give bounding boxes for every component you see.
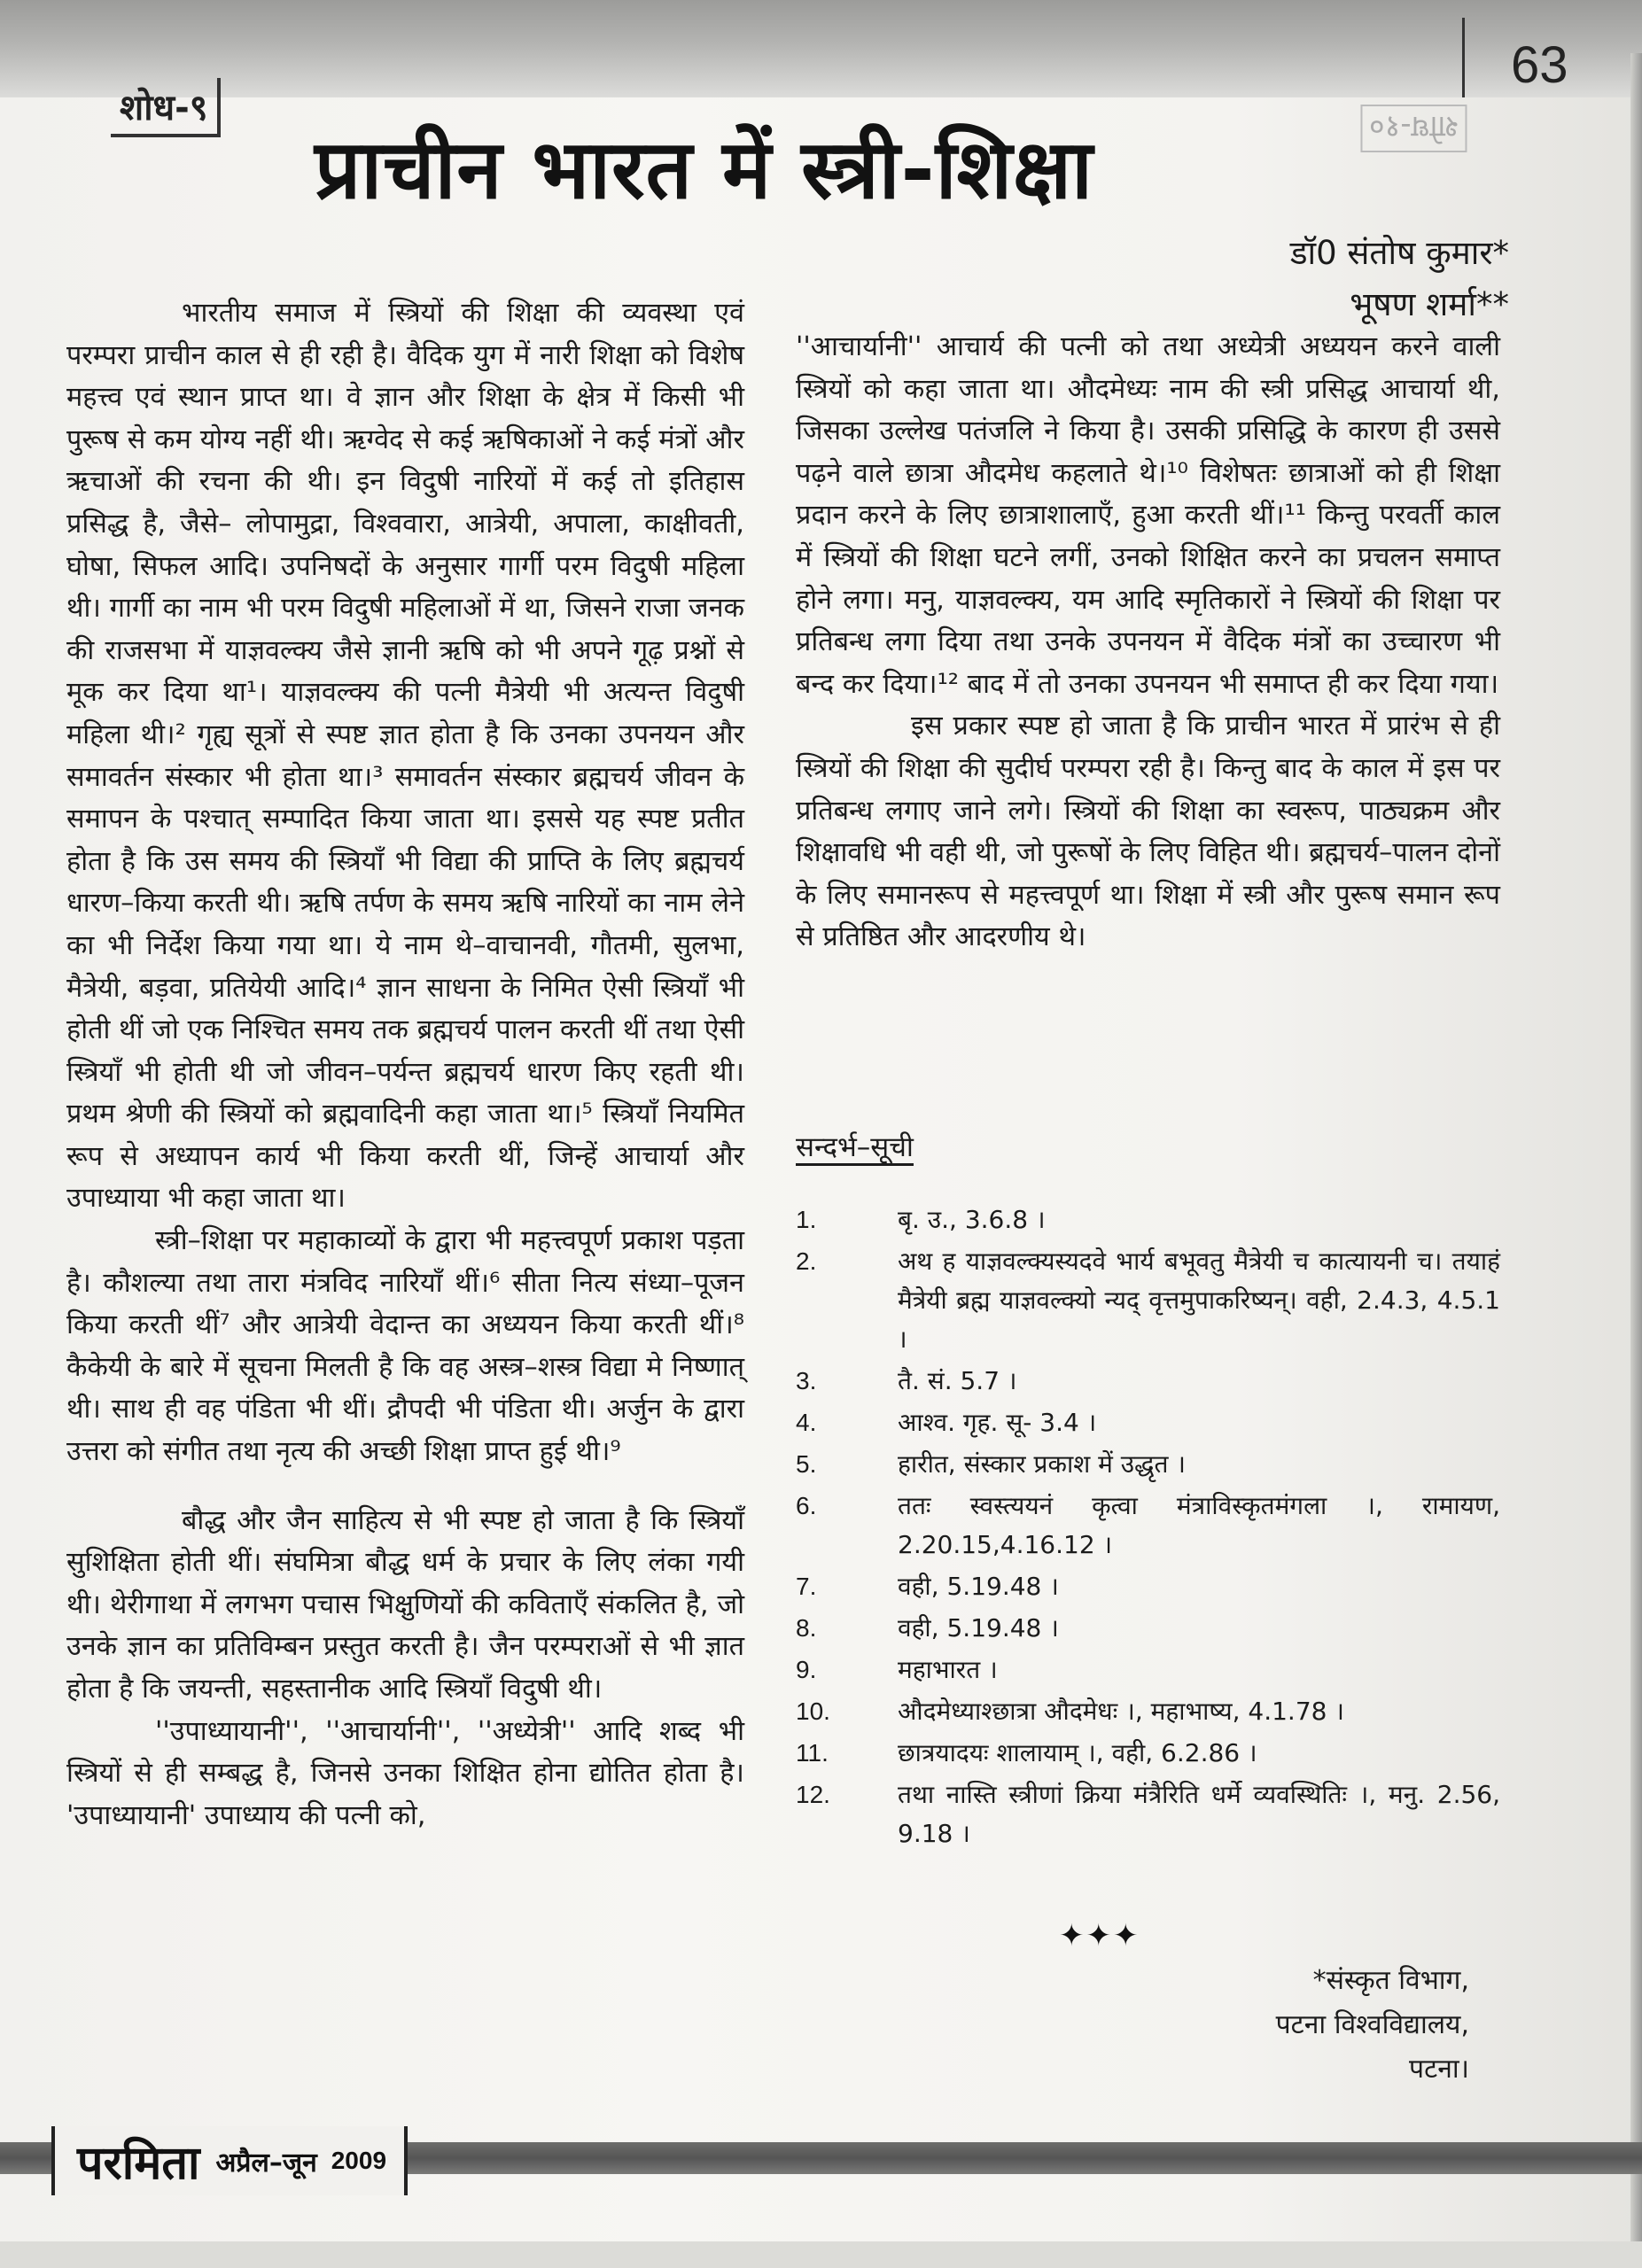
reference-item [796, 1445, 1500, 1484]
reference-item [796, 1567, 1500, 1606]
page-number: 63 [1511, 36, 1568, 94]
top-band [0, 0, 1642, 97]
reference-number: 3. [796, 1367, 817, 1394]
reference-number: 5. [796, 1450, 817, 1478]
paragraph: इस प्रकार स्पष्ट हो जाता है कि प्राचीन भारत में प्रारंभ से ही स्त्रियों की शिक्षा की सुदीर्घ परम्परा रही है। किन्तु बाद के काल में इस पर प्रतिबन्ध लगाए जाने लगे। स्त्रियों की शिक्षा का स्वरूप, पाठ्यक्रम और शिक्षावधि भी वही थी, जो पुरूषों के लिए विहित थी। ब्रह्मचर्य–पालन दोनों के लिए समानरूप से महत्त्वपूर्ण था। शिक्षा में स्त्री और पुरूष समान रूप से प्रतिष्ठित और आदरणीय थे। [796, 711, 1500, 953]
reference-text: बृ. उ., 3.6.8 । [898, 1205, 1046, 1234]
reference-text: आश्व. गृह. सू- 3.4 । [898, 1408, 1097, 1437]
issue-months: अप्रैल–जून [215, 2147, 317, 2179]
paragraph: ''उपाध्यायानी'', ''आचार्यानी'', ''अध्येत्री'' आदि शब्द भी स्त्रियों से ही सम्बद्ध है, जिनसे उनका शिक्षित होना द्योतित होता है। 'उपाध्यायानी' उपाध्याय की पत्नी को, [66, 1715, 744, 1831]
reference-item [796, 1487, 1500, 1565]
section-tag: शोध-९ [111, 78, 221, 137]
references-heading: सन्दर्भ–सूची [796, 1131, 914, 1163]
right-column [796, 326, 1500, 959]
reference-text: वही, 5.19.48 । [898, 1572, 1059, 1601]
issue-year: 2009 [331, 2147, 387, 2174]
reference-number: 10. [796, 1697, 830, 1725]
author-primary: डॉ0 संतोष कुमार* [1289, 234, 1509, 272]
reference-item [796, 1242, 1500, 1359]
reference-text: तै. सं. 5.7 । [898, 1366, 1017, 1395]
reference-item [796, 1734, 1500, 1773]
reference-text: महाभारत । [898, 1655, 998, 1684]
reference-text: औदमेध्याश्छात्रा औदमेधः ।, महाभाष्य, 4.1.78 । [898, 1697, 1344, 1726]
reference-number: 11. [796, 1739, 829, 1767]
reference-text: अथ ह याज्ञवल्क्यस्यदवे भार्य बभूवतु मैत्रेयी च कात्यायनी च। तयाहं मैत्रेयी ब्रह्म याज्ञवल्क्यो न्यद् वृत्तमुपाकरिष्यन्। वही, 2.4.3, 4.5.1 । [898, 1247, 1500, 1354]
reference-item [796, 1692, 1500, 1731]
references-list [796, 1200, 1500, 1856]
reference-number: 9. [796, 1656, 817, 1683]
end-mark-icon: ✦✦✦ [1059, 1918, 1140, 1953]
reference-item [796, 1403, 1500, 1442]
page-edge [1630, 53, 1642, 2241]
magazine-name: परमिता [77, 2136, 200, 2190]
paragraph: भारतीय समाज में स्त्रियों की शिक्षा की व्यवस्था एवं परम्परा प्राचीन काल से ही रही है। वैदिक युग में नारी शिक्षा को विशेष महत्त्व एवं स्थान प्राप्त था। वे ज्ञान और शिक्षा के क्षेत्र में किसी भी पुरूष से कम योग्य नहीं थी। ऋग्वेद से कई ऋषिकाओं ने कई मंत्रों और ऋचाओं की रचना की थी। इन विदुषी नारियों में कई तो इतिहास प्रसिद्ध है, जैसे– लोपामुद्रा, विश्ववारा, आत्रेयी, अपाला, काक्षीवती, घोषा, सिफल आदि। उपनिषदों के अनुसार गार्गी परम विदुषी महिला थी। गार्गी का नाम भी परम विदुषी महिलाओं में था, जिसने राजा जनक की राजसभा में याज्ञवल्क्य जैसे ज्ञानी ऋषि को भी अपने गूढ़ प्रश्नों से मूक कर दिया था¹। याज्ञवल्क्य की पत्नी मैत्रेयी भी अत्यन्त विदुषी महिला थी।² गृह्य सूत्रों से स्पष्ट ज्ञात होता है कि उनका उपनयन और समावर्तन संस्कार भी होता था।³ समावर्तन संस्कार ब्रह्मचर्य जीवन के समापन के पश्चात् सम्पादित किया जाता था। इससे यह स्पष्ट प्रतीत होता है कि उस समय की स्त्रियाँ भी विद्या की प्राप्ति के लिए ब्रह्मचर्य धारण–किया करती थी। ऋषि तर्पण के समय ऋषि नारियों का नाम लेने का भी निर्देश किया गया था। ये नाम थे–वाचानवी, गौतमी, सुलभा, मैत्रेयी, बड़वा, प्रतियेयी आदि।⁴ ज्ञान साधना के निमित ऐसी स्त्रियाँ भी होती थीं जो एक निश्चित समय तक ब्रह्मचर्य पालन करती थीं तथा ऐसी स्त्रियाँ भी होती थी जो जीवन–पर्यन्त ब्रह्मचर्य धारण किए रहती थी। प्रथम श्रेणी की स्त्रियों को ब्रह्मवादिनी कहा जाता था।⁵ स्त्रियाँ नियमित रूप से अध्यापन कार्य भी किया करती थीं, जिन्हें आचार्या और उपाध्याया भी कहा जाता था। [66, 298, 744, 1215]
affiliation-line: पटना विश्वविद्यालय, [1275, 2009, 1469, 2040]
reference-number: 6. [796, 1492, 817, 1519]
affiliation-line: *संस्कृत विभाग, [1312, 1965, 1469, 1996]
author-secondary: भूषण शर्मा** [1350, 285, 1509, 323]
reference-item [796, 1200, 1500, 1239]
bleed-through-tag: शोध-१० [1360, 105, 1467, 152]
left-column [66, 292, 744, 1837]
footer-label [51, 2126, 408, 2195]
reference-number: 12. [796, 1781, 830, 1808]
reference-item [796, 1609, 1500, 1648]
reference-text: वही, 5.19.48 । [898, 1613, 1059, 1643]
reference-item [796, 1775, 1500, 1853]
reference-number: 2. [796, 1247, 817, 1275]
paragraph: स्त्री–शिक्षा पर महाकाव्यों के द्वारा भी महत्त्वपूर्ण प्रकाश पड़ता है। कौशल्या तथा तारा मंत्रविद नारियाँ थीं।⁶ सीता नित्य संध्या–पूजन किया करती थीं⁷ और आत्रेयी वेदान्त का अध्ययन किया करती थीं।⁸ कैकेयी के बारे में सूचना मिलती है कि वह अस्त्र–शस्त्र विद्या मे निष्णात् थी। साथ ही वह पंडिता भी थीं। द्रौपदी भी पंडिता थी। अर्जुन के द्वारा उत्तरा को संगीत तथा नृत्य की अच्छी शिक्षा प्राप्त हुई थी।⁹ [66, 1225, 745, 1468]
reference-text: छात्रयादयः शालायाम् ।, वही, 6.2.86 । [898, 1738, 1257, 1767]
affiliation-line: पटना। [1409, 2054, 1469, 2085]
reference-item [796, 1362, 1500, 1401]
reference-item [796, 1651, 1500, 1689]
reference-number: 7. [796, 1573, 817, 1600]
article-title: प्राचीन भारत में स्त्री-शिक्षा [315, 122, 1093, 217]
reference-number: 4. [796, 1409, 817, 1436]
paragraph: ''आचार्यानी'' आचार्य की पत्नी को तथा अध्येत्री अध्ययन करने वाली स्त्रियों को कहा जाता था। औदमेध्यः नाम की स्त्री प्रसिद्ध आचार्या थी, जिसका उल्लेख पतंजलि ने किया है। उसकी प्रसिद्धि के कारण ही उससे पढ़ने वाले छात्रा औदमेध कहलाते थे।¹⁰ विशेषतः छात्राओं को ही शिक्षा प्रदान करने के लिए छात्राशालाएँ, हुआ करती थीं।¹¹ किन्तु परवर्ती काल में स्त्रियों की शिक्षा घटने लगीं, उनको शिक्षित करने का प्रचलन समाप्त होने लगा। मनु, याज्ञवल्क्य, यम आदि स्मृतिकारों ने स्त्रियों की शिक्षा पर प्रतिबन्ध लगा दिया तथा उनके उपनयन में वैदिक मंत्रों का उच्चारण भी बन्द कर दिया।¹² बाद में तो उनका उपनयन भी समाप्त ही कर दिया गया। [796, 331, 1500, 700]
header-divider [1462, 18, 1465, 97]
reference-number: 8. [796, 1614, 817, 1642]
reference-text: तथा नास्ति स्त्रीणां क्रिया मंत्रैरिति धर्मे व्यवस्थितिः ।, मनु. 2.56, 9.18 । [898, 1780, 1500, 1848]
reference-text: हारीत, संस्कार प्रकाश में उद्धृत । [898, 1449, 1186, 1479]
paragraph: बौद्ध और जैन साहित्य से भी स्पष्ट हो जाता है कि स्त्रियाँ सुशिक्षिता होती थीं। संघमित्रा बौद्ध धर्म के प्रचार के लिए लंका गयी थी। थेरीगाथा में लगभग पचास भिक्षुणियों की कविताएँ संकलित है, जो उनके ज्ञान का प्रतिविम्बन प्रस्तुत करती है। जैन परम्पराओं से भी ज्ञात होता है कि जयन्ती, सहस्तानीक आदि स्त्रियाँ विदुषी थी। [66, 1504, 744, 1705]
reference-number: 1. [796, 1206, 817, 1233]
reference-text: ततः स्वस्त्ययनं कृत्वा मंत्राविस्कृतमंगला ।, रामायण, 2.20.15,4.16.12 । [898, 1491, 1500, 1559]
